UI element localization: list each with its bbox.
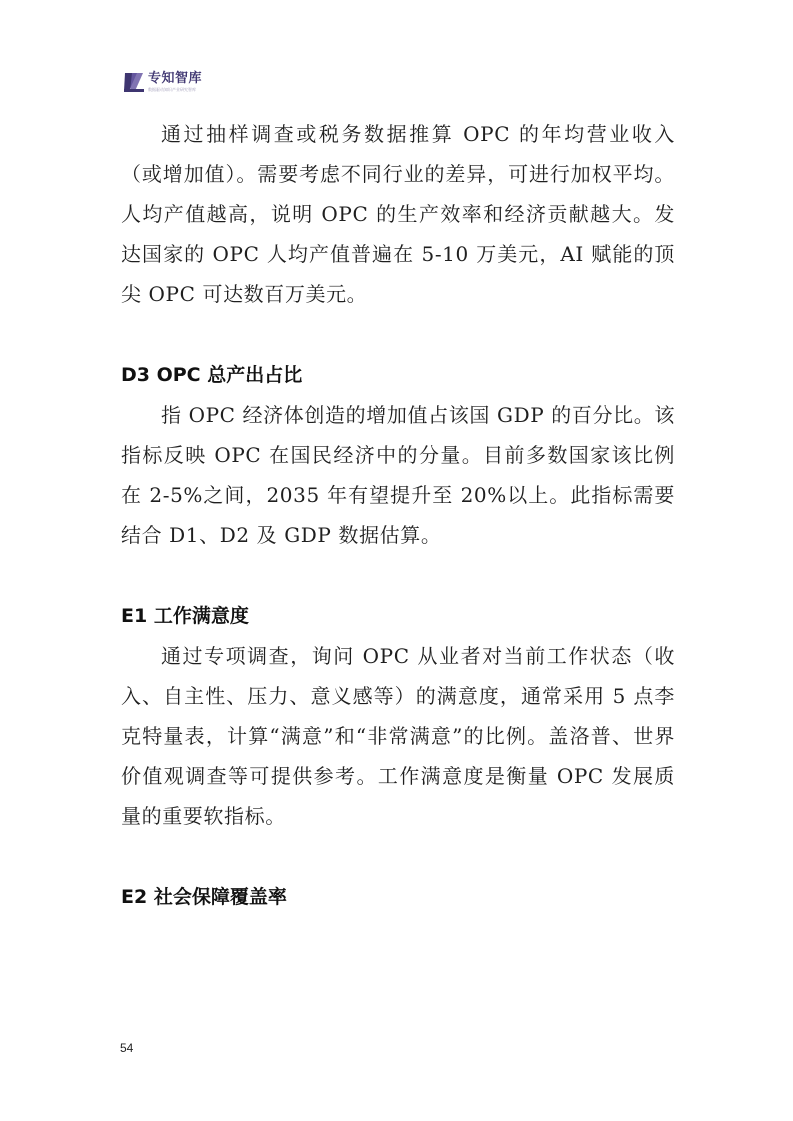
- heading-e1: E1 工作满意度: [121, 605, 249, 627]
- header-logo: [123, 70, 202, 94]
- page-body: [121, 114, 675, 917]
- paragraph-d3: 指 OPC 经济体创造的增加值占该国 GDP 的百分比。该指标反映 OPC 在国民经济中的分量。目前多数国家该比例在 2-5%之间，2035 年有望提升至 20%以上。此指标需要结合 D1、D2 及 GDP 数据估算。: [121, 403, 675, 547]
- heading-e2: E2 社会保障覆盖率: [121, 886, 287, 908]
- logo-name: 专知智库: [148, 71, 203, 86]
- heading-d3: D3 OPC 总产出占比: [121, 364, 303, 386]
- paragraph-opc-output: 通过抽样调查或税务数据推算 OPC 的年均营业收入（或增加值）。需要考虑不同行业的差异，可进行加权平均。人均产值越高，说明 OPC 的生产效率和经济贡献越大。发达国家的 OPC 人均产值普遍在 5-10 万美元，AI 赋能的顶尖 OPC 可达数百万美元。: [121, 122, 675, 306]
- zl-logo-icon: [123, 70, 145, 94]
- logo-tagline: 数据驱动知识产业研究智库: [148, 87, 196, 92]
- paragraph-e1: 通过专项调查，询问 OPC 从业者对当前工作状态（收入、自主性、压力、意义感等）的满意度，通常采用 5 点李克特量表，计算“满意”和“非常满意”的比例。盖洛普、世界价值观调查等可提供参考。工作满意度是衡量 OPC 发展质量的重要软指标。: [121, 644, 675, 828]
- page-number: 54: [120, 1041, 134, 1055]
